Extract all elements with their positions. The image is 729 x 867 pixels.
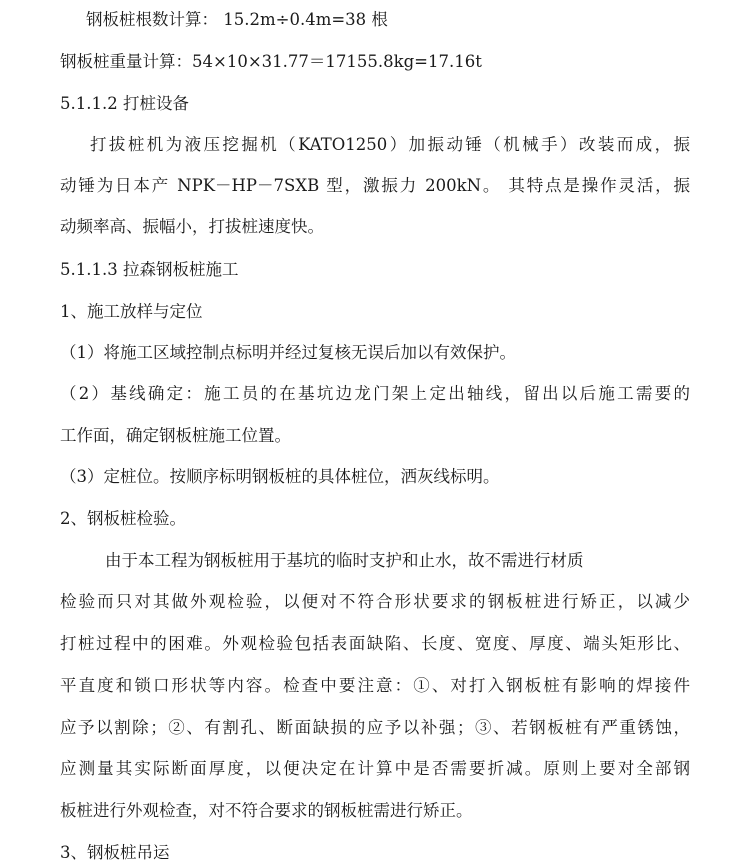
paragraph-line: 打拔桩机为液压挖掘机（KATO1250）加振动锤（机械手）改装而成，振 — [90, 135, 690, 154]
paragraph-line: 板桩进行外观检查，对不符合要求的钢板桩需进行矫正。 — [60, 801, 473, 820]
subheading-layout-positioning: 1、施工放样与定位 — [60, 302, 203, 321]
paragraph-line: 动频率高、振幅小，打拔桩速度快。 — [60, 217, 324, 236]
list-item: （3）定桩位。按顺序标明钢板桩的具体桩位，洒灰线标明。 — [60, 467, 500, 486]
pile-count-calculation: 钢板桩根数计算： 15.2m÷0.4m=38 根 — [86, 10, 388, 29]
paragraph-line: 工作面，确定钢板桩施工位置。 — [60, 426, 291, 445]
list-item: （2）基线确定：施工员的在基坑边龙门架上定出轴线，留出以后施工需要的 — [60, 384, 690, 403]
paragraph-line: 打桩过程中的困难。外观检验包括表面缺陷、长度、宽度、厚度、端头矩形比、 — [60, 634, 690, 653]
section-heading-larssen-construction: 5.1.1.3 拉森钢板桩施工 — [60, 260, 239, 279]
subheading-lifting-transport: 3、钢板桩吊运 — [60, 843, 170, 862]
paragraph-line: 检验而只对其做外观检验，以便对不符合形状要求的钢板桩进行矫正，以减少 — [60, 592, 690, 611]
paragraph-line: 平直度和锁口形状等内容。检查中要注意：①、对打入钢板桩有影响的焊接件 — [60, 676, 690, 695]
paragraph-line: 由于本工程为钢板桩用于基坑的临时支护和止水，故不需进行材质 — [105, 551, 584, 570]
paragraph-line: 应测量其实际断面厚度，以便决定在计算中是否需要折减。原则上要对全部钢 — [60, 759, 690, 778]
list-item: （1）将施工区域控制点标明并经过复核无误后加以有效保护。 — [60, 343, 516, 362]
pile-weight-calculation: 钢板桩重量计算：54×10×31.77＝17155.8kg=17.16t — [60, 52, 482, 71]
section-heading-piling-equipment: 5.1.1.2 打桩设备 — [60, 94, 189, 113]
paragraph-line: 动锤为日本产 NPK－HP－7SXB 型，激振力 200kN。 其特点是操作灵活，振 — [60, 176, 690, 195]
paragraph-line: 应予以割除；②、有割孔、断面缺损的应予以补强；③、若钢板桩有严重锈蚀， — [60, 718, 690, 737]
subheading-inspection: 2、钢板桩检验。 — [60, 509, 186, 528]
